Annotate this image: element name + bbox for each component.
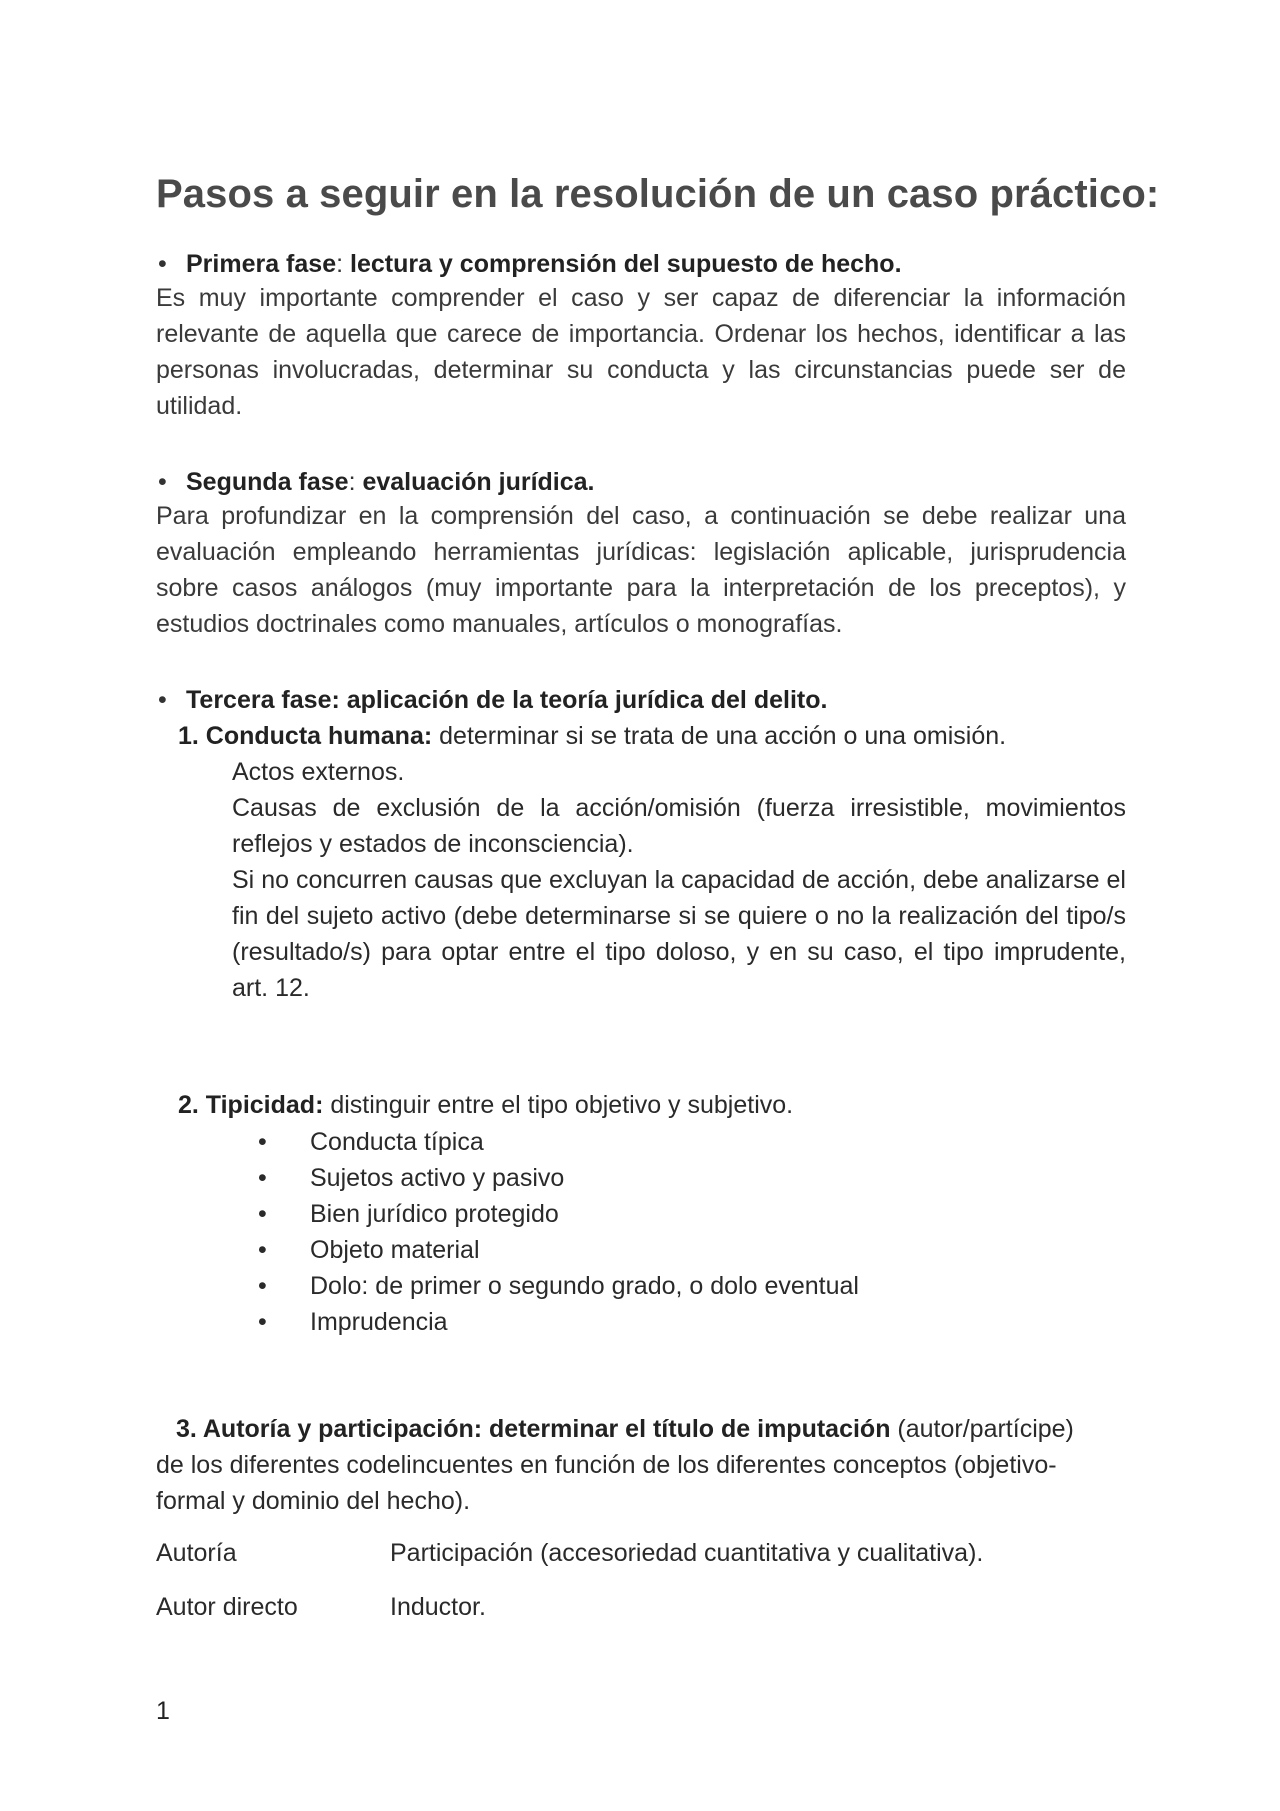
list-item: • Bien jurídico protegido — [258, 1196, 859, 1232]
table-cell-autor-directo: Autor directo — [156, 1593, 298, 1621]
step3-heading — [176, 1411, 1074, 1447]
phase3-title: Tercera fase: aplicación de la teoría jurídica del delito. — [186, 686, 828, 714]
step1-heading — [178, 718, 1006, 754]
step3-text-line3: formal y dominio del hecho). — [156, 1487, 471, 1515]
phase1-body: Es muy importante comprender el caso y ser capaz de diferenciar la información relevante de aquella que carece de importancia. Ordenar los hechos, identificar a las personas involucradas, determinar su conducta y las circunstancias puede ser de utilidad. — [156, 284, 1126, 420]
table-cell-participacion: Participación (accesoriedad cuantitativa y cualitativa). — [390, 1539, 984, 1567]
phase2-colon: : — [348, 468, 356, 496]
page-title: Pasos a seguir en la resolución de un caso práctico: — [156, 172, 1160, 216]
step1-line1: Actos externos. — [232, 758, 405, 786]
step2-text: distinguir entre el tipo objetivo y subjetivo. — [323, 1091, 794, 1119]
list-item: • Objeto material — [258, 1232, 859, 1268]
phase3-heading — [158, 682, 827, 718]
step2-heading — [178, 1087, 793, 1123]
step1-label: 1. Conducta humana: — [178, 722, 433, 750]
phase1-heading — [158, 246, 902, 282]
table-cell-inductor: Inductor. — [390, 1593, 486, 1621]
phase1-label: Primera fase — [186, 250, 337, 278]
list-item: • Imprudencia — [258, 1304, 859, 1340]
bullet-icon: • — [158, 686, 167, 714]
phase2-body: Para profundizar en la comprensión del caso, a continuación se debe realizar una evaluación empleando herramientas jurídicas: legislación aplicable, jurisprudencia sobre casos análogos (muy importante para la interpretación de los preceptos), y estudios doctrinales como manuales, artículos o monografías. — [156, 502, 1126, 638]
bullet-icon: • — [258, 1128, 267, 1156]
bullet-icon: • — [158, 250, 167, 278]
phase2-title: evaluación jurídica. — [355, 468, 595, 496]
step2-list — [258, 1124, 859, 1340]
table-cell-autoria: Autoría — [156, 1539, 237, 1567]
phase1-colon: : — [336, 250, 344, 278]
bullet-icon: • — [258, 1236, 267, 1264]
step1-text: determinar si se trata de una acción o una omisión. — [432, 722, 1007, 750]
bullet-icon: • — [258, 1308, 267, 1336]
list-item: • Conducta típica — [258, 1124, 859, 1160]
phase1-title: lectura y comprensión del supuesto de hecho. — [343, 250, 902, 278]
step3-label: 3. Autoría y participación: determinar el título de imputación — [176, 1415, 891, 1443]
step3-text-line1: (autor/partícipe) — [890, 1415, 1074, 1443]
list-item: • Dolo: de primer o segundo grado, o dolo eventual — [258, 1268, 859, 1304]
table-row — [156, 1589, 486, 1625]
step1-line3: Si no concurren causas que excluyan la capacidad de acción, debe analizarse el fin del sujeto activo (debe determinarse si se quiere o no la realización del tipo/s (resultado/s) para optar entre el tipo doloso, y en su caso, el tipo imprudente, art. 12. — [232, 866, 1126, 1002]
table-row — [156, 1535, 984, 1571]
step3-text-line2: de los diferentes codelincuentes en función de los diferentes conceptos (objetivo- — [156, 1451, 1057, 1479]
bullet-icon: • — [258, 1272, 267, 1300]
phase2-label: Segunda fase — [186, 468, 349, 496]
step2-label: 2. Tipicidad: — [178, 1091, 324, 1119]
bullet-icon: • — [258, 1164, 267, 1192]
bullet-icon: • — [158, 468, 167, 496]
page-number: 1 — [156, 1697, 170, 1725]
step1-line2: Causas de exclusión de la acción/omisión (fuerza irresistible, movimientos reflejos y estados de inconsciencia). — [232, 794, 1126, 858]
phase2-heading — [158, 464, 595, 500]
list-item: • Sujetos activo y pasivo — [258, 1160, 859, 1196]
bullet-icon: • — [258, 1200, 267, 1228]
